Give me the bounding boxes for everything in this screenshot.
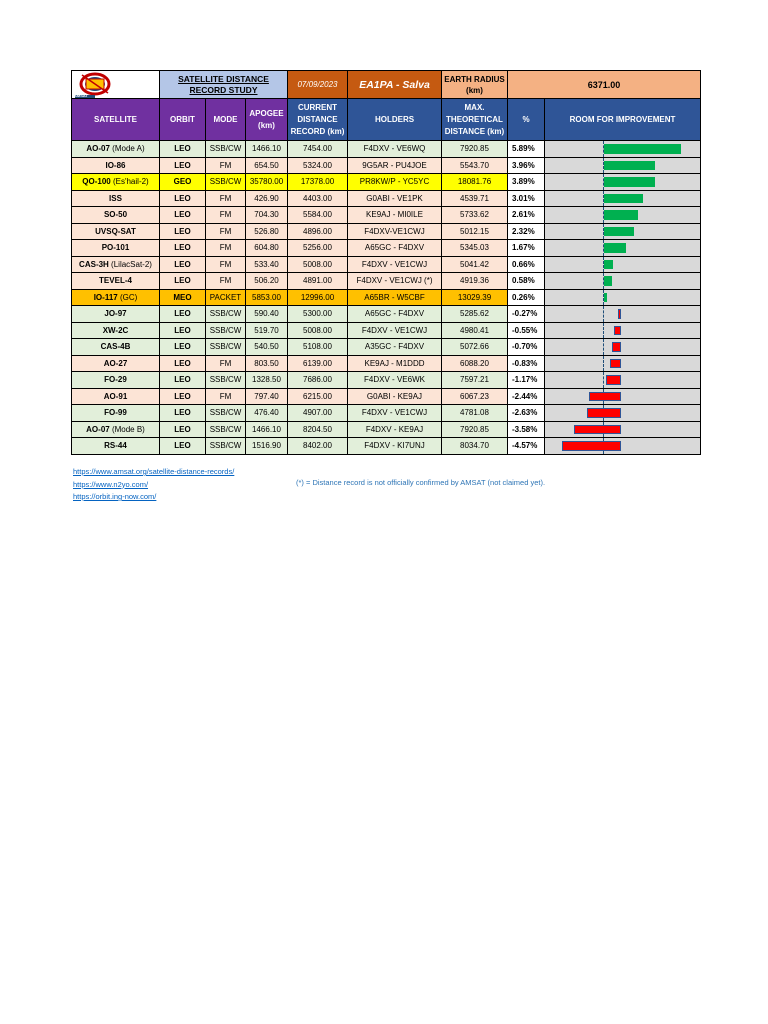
orbit-cell: LEO (160, 141, 206, 158)
improvement-bar (604, 227, 634, 237)
improvement-bar-cell (545, 223, 701, 240)
apogee-cell: 1328.50 (246, 372, 288, 389)
holders-cell: F4DXV - KE9AJ (348, 421, 442, 438)
percent-cell: -2.63% (508, 405, 545, 422)
orbit-cell: LEO (160, 306, 206, 323)
satellite-name (72, 438, 160, 455)
exceeded-bar (606, 375, 621, 385)
col-mode: MODE (206, 99, 246, 141)
current-record-cell: 8204.50 (288, 421, 348, 438)
apogee-cell: 476.40 (246, 405, 288, 422)
satellite-name (72, 322, 160, 339)
title-row (72, 71, 701, 99)
mode-cell: SSB/CW (206, 322, 246, 339)
current-record-cell: 5008.00 (288, 256, 348, 273)
holders-cell: F4DXV - VE1CWJ (348, 405, 442, 422)
max-distance-cell: 5733.62 (442, 207, 508, 224)
record-table (71, 70, 701, 455)
holders-cell: F4DXV-VE1CWJ (348, 223, 442, 240)
improvement-bar (604, 177, 655, 187)
holders-cell: G0ABI - KE9AJ (348, 388, 442, 405)
satellite-id: AO-07 (86, 424, 110, 434)
apogee-cell: 604.80 (246, 240, 288, 257)
apogee-cell: 704.30 (246, 207, 288, 224)
max-distance-cell: 5285.62 (442, 306, 508, 323)
satellite-name (72, 306, 160, 323)
apogee-cell: 526.80 (246, 223, 288, 240)
amsat-logo (72, 71, 160, 99)
orbit-cell: LEO (160, 190, 206, 207)
table-row (72, 339, 701, 356)
max-distance-cell: 4781.08 (442, 405, 508, 422)
orbit-cell: LEO (160, 240, 206, 257)
zero-axis (603, 306, 604, 322)
current-record-cell: 4907.00 (288, 405, 348, 422)
satellite-name (72, 207, 160, 224)
current-record-cell: 7454.00 (288, 141, 348, 158)
exceeded-bar (610, 359, 621, 369)
zero-axis (603, 323, 604, 339)
percent-cell: 2.61% (508, 207, 545, 224)
table-row (72, 223, 701, 240)
orbit-cell: LEO (160, 405, 206, 422)
table-row (72, 405, 701, 422)
earth-radius-label: EARTH RADIUS (km) (442, 71, 508, 99)
table-row (72, 322, 701, 339)
mode-cell: SSB/CW (206, 438, 246, 455)
improvement-bar (604, 144, 681, 154)
percent-cell: -0.83% (508, 355, 545, 372)
percent-cell: 5.89% (508, 141, 545, 158)
improvement-bar-cell (545, 157, 701, 174)
col-max-distance: MAX. THEORETICAL DISTANCE (km) (442, 99, 508, 141)
improvement-bar-cell (545, 339, 701, 356)
max-distance-cell: 4919.36 (442, 273, 508, 290)
improvement-bar-cell (545, 174, 701, 191)
improvement-bar-cell (545, 322, 701, 339)
orbit-cell: LEO (160, 157, 206, 174)
max-distance-cell: 18081.76 (442, 174, 508, 191)
satellite-name (72, 339, 160, 356)
current-record-cell: 5256.00 (288, 240, 348, 257)
satellite-id: JO-97 (104, 309, 127, 319)
satellite-suffix: (LilacSat-2) (108, 259, 152, 269)
col-satellite: SATELLITE (72, 99, 160, 141)
orbit-cell: LEO (160, 339, 206, 356)
current-record-cell: 17378.00 (288, 174, 348, 191)
max-distance-cell: 13029.39 (442, 289, 508, 306)
logo-caption: AMSAT (74, 93, 88, 98)
reference-links (73, 466, 234, 504)
max-distance-cell: 4539.71 (442, 190, 508, 207)
satellite-id: FO-99 (104, 408, 127, 418)
column-header-row (72, 99, 701, 141)
orbit-cell: GEO (160, 174, 206, 191)
satellite-id: XW-2C (102, 325, 129, 335)
col-orbit: ORBIT (160, 99, 206, 141)
exceeded-bar (562, 441, 621, 451)
percent-cell: 0.58% (508, 273, 545, 290)
report-title (160, 71, 288, 99)
satellite-id: CAS-4B (100, 342, 131, 352)
improvement-bar (604, 194, 643, 204)
link-orbit[interactable]: https://orbit.ing-now.com/ (73, 492, 157, 501)
table-row (72, 355, 701, 372)
satellite-suffix: (Mode B) (109, 424, 145, 434)
mode-cell: SSB/CW (206, 174, 246, 191)
current-record-cell: 4403.00 (288, 190, 348, 207)
max-distance-cell: 6088.20 (442, 355, 508, 372)
zero-axis (603, 356, 604, 372)
current-record-cell: 6215.00 (288, 388, 348, 405)
exceeded-bar (587, 408, 621, 418)
improvement-bar-cell (545, 388, 701, 405)
orbit-cell: LEO (160, 322, 206, 339)
holders-cell: G0ABI - VE1PK (348, 190, 442, 207)
table-row (72, 438, 701, 455)
orbit-cell: LEO (160, 273, 206, 290)
satellite-id: QO-100 (82, 177, 111, 187)
satellite-id: AO-27 (103, 358, 128, 368)
percent-cell: -1.17% (508, 372, 545, 389)
satellite-name (72, 289, 160, 306)
mode-cell: FM (206, 190, 246, 207)
holders-cell: F4DXV - VE6WQ (348, 141, 442, 158)
improvement-bar-cell (545, 190, 701, 207)
satellite-id: PO-101 (101, 243, 130, 253)
apogee-cell: 506.20 (246, 273, 288, 290)
improvement-bar-cell (545, 273, 701, 290)
orbit-cell: LEO (160, 223, 206, 240)
satellite-suffix: (GC) (117, 292, 138, 302)
table-row (72, 190, 701, 207)
apogee-cell: 797.40 (246, 388, 288, 405)
orbit-cell: MEO (160, 289, 206, 306)
percent-cell: -3.58% (508, 421, 545, 438)
holders-cell: F4DXV - KI7UNJ (348, 438, 442, 455)
apogee-cell: 426.90 (246, 190, 288, 207)
max-distance-cell: 7920.85 (442, 421, 508, 438)
orbit-cell: LEO (160, 207, 206, 224)
holders-cell: KE9AJ - M1DDD (348, 355, 442, 372)
exceeded-bar (614, 326, 621, 336)
holders-cell: A35GC - F4DXV (348, 339, 442, 356)
table-row (72, 141, 701, 158)
holders-cell: PR8KW/P - YC5YC (348, 174, 442, 191)
table-body (72, 141, 701, 455)
satellite-id: AO-07 (86, 144, 110, 154)
mode-cell: FM (206, 388, 246, 405)
satellite-name (72, 174, 160, 191)
improvement-bar (604, 260, 613, 270)
report-author: EA1PA - Salva (348, 71, 442, 99)
satellite-name (72, 157, 160, 174)
apogee-cell: 590.40 (246, 306, 288, 323)
table-row (72, 174, 701, 191)
col-current-record: CURRENT DISTANCE RECORD (km) (288, 99, 348, 141)
holders-cell: F4DXV - VE1CWJ (348, 322, 442, 339)
mode-cell: SSB/CW (206, 421, 246, 438)
max-distance-cell: 5543.70 (442, 157, 508, 174)
mode-cell: FM (206, 256, 246, 273)
holders-cell: A65GC - F4DXV (348, 240, 442, 257)
mode-cell: SSB/CW (206, 339, 246, 356)
orbit-cell: LEO (160, 388, 206, 405)
satellite-name (72, 256, 160, 273)
current-record-cell: 8402.00 (288, 438, 348, 455)
zero-axis (603, 372, 604, 388)
current-record-cell: 4896.00 (288, 223, 348, 240)
max-distance-cell: 8034.70 (442, 438, 508, 455)
satellite-name (72, 405, 160, 422)
current-record-cell: 5300.00 (288, 306, 348, 323)
holders-cell: A65GC - F4DXV (348, 306, 442, 323)
orbit-cell: LEO (160, 421, 206, 438)
satellite-id: CAS-3H (79, 259, 109, 269)
apogee-cell: 803.50 (246, 355, 288, 372)
table-row (72, 157, 701, 174)
percent-cell: -2.44% (508, 388, 545, 405)
improvement-bar-cell (545, 421, 701, 438)
improvement-bar-cell (545, 438, 701, 455)
satellite-id: RS-44 (104, 441, 127, 451)
table-row (72, 306, 701, 323)
max-distance-cell: 7597.21 (442, 372, 508, 389)
improvement-bar (604, 293, 607, 303)
percent-cell: 1.67% (508, 240, 545, 257)
improvement-bar-cell (545, 405, 701, 422)
improvement-bar (604, 210, 638, 220)
title-line-2: RECORD STUDY (189, 84, 258, 95)
improvement-bar (604, 243, 626, 253)
percent-cell: -4.57% (508, 438, 545, 455)
title-line-1: SATELLITE DISTANCE (178, 73, 269, 84)
current-record-cell: 5108.00 (288, 339, 348, 356)
link-amsat[interactable]: https://www.amsat.org/satellite-distance-records/ (73, 467, 235, 476)
table-row (72, 207, 701, 224)
apogee-cell: 519.70 (246, 322, 288, 339)
percent-cell: 2.32% (508, 223, 545, 240)
satellite-name (72, 355, 160, 372)
satellite-name (72, 141, 160, 158)
percent-cell: -0.70% (508, 339, 545, 356)
improvement-bar (604, 161, 655, 171)
current-record-cell: 5324.00 (288, 157, 348, 174)
satellite-id: SO-50 (103, 210, 128, 220)
current-record-cell: 6139.00 (288, 355, 348, 372)
mode-cell: FM (206, 223, 246, 240)
improvement-bar-cell (545, 306, 701, 323)
percent-cell: 3.96% (508, 157, 545, 174)
table-row (72, 289, 701, 306)
percent-cell: 3.89% (508, 174, 545, 191)
table-row (72, 421, 701, 438)
current-record-cell: 5008.00 (288, 322, 348, 339)
mode-cell: FM (206, 157, 246, 174)
satellite-name (72, 240, 160, 257)
mode-cell: SSB/CW (206, 141, 246, 158)
distance-record-sheet (71, 70, 700, 455)
satellite-name (72, 273, 160, 290)
orbit-cell: LEO (160, 256, 206, 273)
apogee-cell: 35780.00 (246, 174, 288, 191)
improvement-bar-cell (545, 141, 701, 158)
exceeded-bar (574, 425, 621, 435)
satellite-suffix: (Es'hail-2) (110, 177, 149, 187)
mode-cell: FM (206, 240, 246, 257)
improvement-bar (604, 276, 612, 286)
mode-cell: FM (206, 355, 246, 372)
satellite-id: FO-29 (104, 375, 127, 385)
apogee-cell: 654.50 (246, 157, 288, 174)
satellite-id: AO-91 (103, 391, 128, 401)
table-row (72, 256, 701, 273)
mode-cell: SSB/CW (206, 306, 246, 323)
mode-cell: PACKET (206, 289, 246, 306)
holders-cell: 9G5AR - PU4JOE (348, 157, 442, 174)
percent-cell: -0.27% (508, 306, 545, 323)
earth-radius-value: 6371.00 (508, 71, 701, 99)
percent-cell: 0.66% (508, 256, 545, 273)
satellite-name (72, 372, 160, 389)
link-n2yo[interactable]: https://www.n2yo.com/ (73, 479, 149, 489)
current-record-cell: 7686.00 (288, 372, 348, 389)
satellite-id: TEVEL-4 (99, 276, 132, 286)
satellite-id: UVSQ-SAT (95, 226, 136, 236)
percent-cell: 0.26% (508, 289, 545, 306)
max-distance-cell: 5072.66 (442, 339, 508, 356)
apogee-cell: 533.40 (246, 256, 288, 273)
max-distance-cell: 5041.42 (442, 256, 508, 273)
satellite-id: IO-117 (93, 292, 118, 302)
footnote: (*) = Distance record is not officially confirmed by AMSAT (not claimed yet). (296, 478, 546, 487)
satellite-name (72, 190, 160, 207)
table-row (72, 372, 701, 389)
max-distance-cell: 7920.85 (442, 141, 508, 158)
max-distance-cell: 4980.41 (442, 322, 508, 339)
col-holders: HOLDERS (348, 99, 442, 141)
satellite-id: ISS (109, 193, 122, 203)
satellite-name (72, 388, 160, 405)
improvement-bar-cell (545, 289, 701, 306)
improvement-bar-cell (545, 240, 701, 257)
apogee-cell: 5853.00 (246, 289, 288, 306)
holders-cell: F4DXV - VE1CWJ (348, 256, 442, 273)
improvement-bar-cell (545, 256, 701, 273)
mode-cell: FM (206, 207, 246, 224)
holders-cell: KE9AJ - MI0ILE (348, 207, 442, 224)
orbit-cell: LEO (160, 372, 206, 389)
exceeded-bar (618, 309, 622, 319)
apogee-cell: 1466.10 (246, 421, 288, 438)
exceeded-bar (589, 392, 621, 402)
mode-cell: SSB/CW (206, 405, 246, 422)
mode-cell: SSB/CW (206, 372, 246, 389)
orbit-cell: LEO (160, 355, 206, 372)
satellite-suffix: (Mode A) (109, 144, 145, 154)
orbit-cell: LEO (160, 438, 206, 455)
table-row (72, 388, 701, 405)
improvement-bar-cell (545, 372, 701, 389)
apogee-cell: 1466.10 (246, 141, 288, 158)
holders-cell: F4DXV - VE1CWJ (*) (348, 273, 442, 290)
satellite-name (72, 223, 160, 240)
holders-cell: A65BR - W5CBF (348, 289, 442, 306)
improvement-bar-cell (545, 355, 701, 372)
percent-cell: -0.55% (508, 322, 545, 339)
report-date: 07/09/2023 (288, 71, 348, 99)
col-room-for-improvement: ROOM FOR IMPROVEMENT (545, 99, 701, 141)
col-percent: % (508, 99, 545, 141)
exceeded-bar (612, 342, 621, 352)
percent-cell: 3.01% (508, 190, 545, 207)
satellite-id: IO-86 (105, 160, 126, 170)
current-record-cell: 5584.00 (288, 207, 348, 224)
satellite-name (72, 421, 160, 438)
improvement-bar-cell (545, 207, 701, 224)
mode-cell: FM (206, 273, 246, 290)
max-distance-cell: 5012.15 (442, 223, 508, 240)
current-record-cell: 4891.00 (288, 273, 348, 290)
max-distance-cell: 6067.23 (442, 388, 508, 405)
col-apogee: APOGEE (km) (246, 99, 288, 141)
apogee-cell: 540.50 (246, 339, 288, 356)
max-distance-cell: 5345.03 (442, 240, 508, 257)
zero-axis (603, 339, 604, 355)
table-row (72, 240, 701, 257)
current-record-cell: 12996.00 (288, 289, 348, 306)
holders-cell: F4DXV - VE6WK (348, 372, 442, 389)
apogee-cell: 1516.90 (246, 438, 288, 455)
table-row (72, 273, 701, 290)
